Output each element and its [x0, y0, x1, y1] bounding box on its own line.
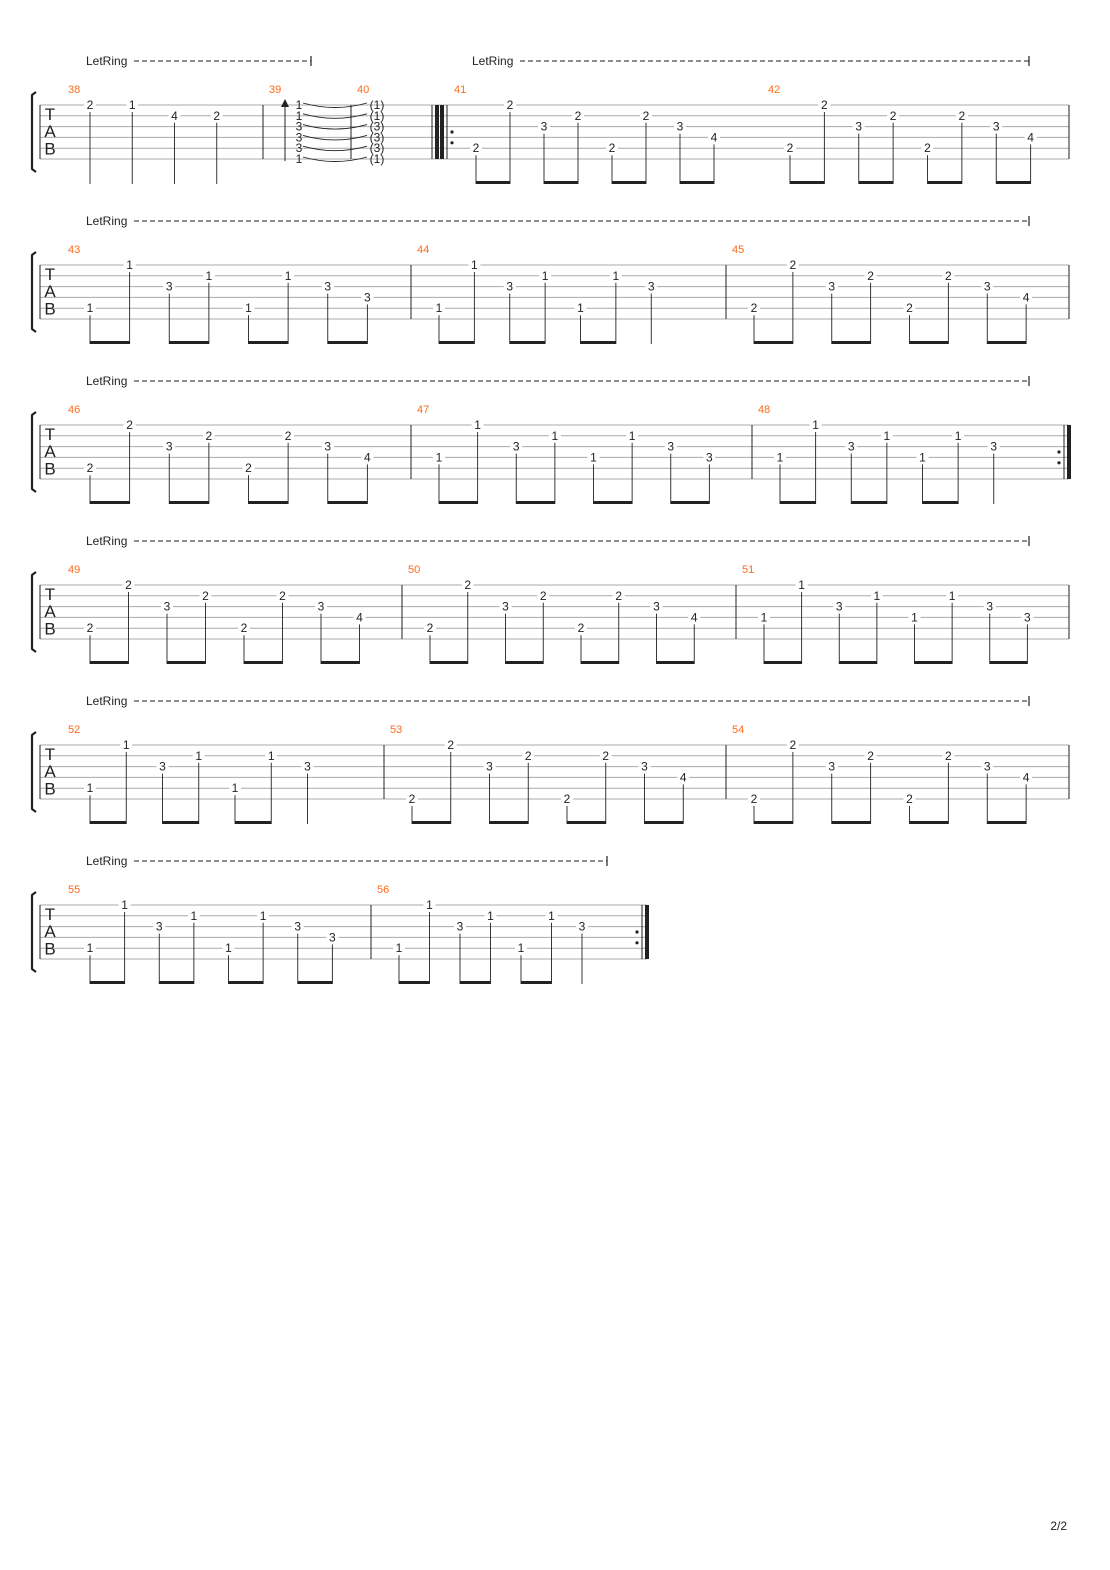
letring-label: LetRing: [86, 694, 128, 708]
fret-number: 1: [86, 301, 94, 316]
system-bracket: [32, 572, 36, 652]
tab-clef-letter: B: [44, 779, 56, 799]
fret-number: 1: [231, 781, 239, 796]
fret-number: 3: [983, 279, 991, 294]
chord-fret-number: (3): [369, 119, 385, 134]
measure: [742, 564, 1069, 664]
fret-number: 1: [577, 301, 584, 316]
beam: [169, 501, 209, 504]
beam: [987, 821, 1026, 824]
fret-number: 4: [1022, 290, 1030, 305]
fret-number: 3: [324, 279, 332, 294]
chord-fret-number: (3): [369, 141, 385, 156]
fret-number: 1: [873, 588, 881, 603]
beam: [439, 501, 478, 504]
beam: [235, 821, 271, 824]
system-bracket: [32, 732, 36, 812]
chord-fret-number: (3): [369, 130, 385, 145]
beam: [581, 341, 616, 344]
system-bracket: [32, 892, 36, 972]
letring-label: LetRing: [86, 854, 128, 868]
beam: [832, 821, 871, 824]
beam: [244, 661, 283, 664]
measure: [68, 244, 411, 344]
letring-label: LetRing: [86, 214, 128, 228]
tab-clef-letter: B: [44, 459, 56, 479]
fret-number: 2: [426, 621, 434, 636]
fret-number: 2: [789, 738, 797, 752]
beam: [506, 661, 544, 664]
beam: [657, 661, 695, 664]
beam: [594, 501, 633, 504]
fret-number: 1: [487, 908, 494, 923]
beam: [510, 341, 545, 344]
strum-up-arrow-icon: [281, 99, 289, 107]
fret-number: 2: [524, 748, 532, 763]
fret-number: 3: [155, 919, 163, 934]
fret-number: 1: [628, 428, 636, 443]
fret-number: 2: [750, 792, 758, 806]
fret-number: 1: [760, 610, 768, 625]
fret-number: 2: [447, 738, 455, 752]
fret-number: 3: [847, 439, 855, 454]
measure-number: 49: [68, 564, 81, 576]
page-number: 2/2: [1050, 1519, 1067, 1533]
fret-number: 3: [364, 290, 371, 305]
tab-clef-letter: T: [44, 425, 56, 444]
beam: [567, 821, 606, 824]
tab-clef-letter: A: [44, 602, 56, 622]
fret-number: 2: [867, 268, 874, 283]
beam: [754, 341, 793, 344]
fret-number: 3: [294, 919, 302, 934]
beam: [249, 501, 289, 504]
beam: [790, 181, 824, 184]
measure: [68, 564, 402, 664]
beam: [987, 341, 1026, 344]
fret-number: 3: [324, 439, 332, 454]
beam: [169, 341, 209, 344]
beam: [859, 181, 893, 184]
repeat-dot: [450, 141, 453, 144]
letring-label: LetRing: [86, 534, 128, 548]
fret-number: 4: [1027, 130, 1034, 145]
fret-number: 2: [506, 98, 514, 112]
tab-clef-letter: B: [44, 619, 56, 639]
fret-number: 3: [540, 119, 548, 134]
beam: [516, 501, 555, 504]
beam: [90, 501, 130, 504]
fret-number: 1: [205, 268, 213, 283]
chord-fret-number: 3: [295, 119, 303, 134]
fret-number: 1: [435, 450, 443, 465]
measure-number: 51: [742, 564, 755, 576]
fret-number: 2: [608, 141, 616, 156]
tab-system: [32, 534, 1069, 664]
fret-number: 1: [267, 748, 275, 763]
fret-number: 3: [667, 439, 675, 454]
fret-number: 2: [464, 578, 472, 592]
beam: [990, 661, 1028, 664]
measure-number: 45: [732, 244, 745, 256]
letring-label: LetRing: [472, 54, 514, 68]
fret-number: 1: [245, 301, 252, 316]
fret-number: 1: [474, 418, 481, 432]
fret-number: 3: [304, 759, 311, 774]
beam: [915, 661, 953, 664]
fret-number: 4: [690, 610, 698, 625]
measure-number: 40: [357, 84, 370, 96]
beam: [163, 821, 199, 824]
beam: [328, 501, 368, 504]
tab-system: [32, 854, 649, 984]
measure: [269, 84, 351, 166]
measure-number: 48: [758, 404, 771, 416]
chord-fret-number: 1: [295, 98, 303, 112]
chord-fret-number: 1: [295, 108, 303, 123]
beam: [910, 821, 949, 824]
fret-number: 1: [128, 98, 136, 112]
repeat-dot: [635, 930, 638, 933]
beam: [832, 341, 871, 344]
fret-number: 3: [165, 439, 173, 454]
beam: [923, 501, 959, 504]
fret-number: 2: [786, 141, 794, 156]
fret-number: 1: [798, 578, 805, 592]
fret-number: 3: [165, 279, 173, 294]
beam: [90, 341, 130, 344]
fret-number: 2: [642, 108, 650, 123]
fret-number: 1: [548, 908, 555, 923]
fret-number: 2: [245, 461, 252, 476]
fret-number: 4: [364, 450, 371, 465]
fret-number: 4: [679, 770, 687, 785]
beam: [476, 181, 510, 184]
chord-fret-number: (1): [369, 152, 385, 166]
barline-thick: [435, 105, 439, 159]
fret-number: 2: [202, 588, 209, 603]
fret-number: 3: [163, 599, 171, 614]
beam: [839, 661, 877, 664]
beam: [754, 821, 793, 824]
fret-number: 1: [122, 738, 130, 752]
fret-number: 1: [435, 301, 443, 316]
measure: [408, 564, 736, 664]
fret-number: 3: [986, 599, 994, 614]
chord-fret-number: (1): [369, 98, 385, 112]
tab-system: [32, 374, 1071, 504]
measure-number: 47: [417, 404, 430, 416]
fret-number: 2: [615, 588, 623, 603]
fret-number: 1: [86, 941, 94, 956]
measure: [417, 244, 726, 344]
measure-number: 54: [732, 724, 745, 736]
fret-number: 3: [1024, 610, 1031, 625]
chord-fret-number: (1): [369, 108, 385, 123]
fret-number: 1: [776, 450, 784, 465]
fret-number: 1: [225, 941, 232, 956]
barline-thick: [1067, 425, 1071, 479]
chord-fret-number: 3: [295, 141, 303, 156]
tab-system: [32, 214, 1069, 344]
measure-number: 42: [768, 84, 781, 96]
fret-number: 2: [408, 792, 416, 806]
fret-number: 3: [456, 919, 464, 934]
fret-number: 3: [676, 119, 684, 134]
fret-number: 3: [835, 599, 843, 614]
fret-number: 1: [919, 450, 926, 465]
tab-clef-letter: T: [44, 905, 56, 924]
measure: [732, 244, 1069, 344]
fret-number: 1: [517, 941, 525, 956]
beam: [90, 821, 126, 824]
fret-number: 2: [279, 588, 286, 603]
beam: [780, 501, 816, 504]
fret-number: 1: [195, 748, 203, 763]
tab-clef-letter: T: [44, 585, 56, 604]
beam: [321, 661, 360, 664]
fret-number: 3: [828, 279, 836, 294]
tab-clef-letter: A: [44, 442, 56, 462]
repeat-dot: [635, 941, 638, 944]
fret-number: 1: [590, 450, 597, 465]
fret-number: 3: [578, 919, 586, 934]
measure-number: 46: [68, 404, 81, 416]
fret-number: 2: [867, 748, 874, 763]
beam: [851, 501, 887, 504]
measure: [768, 84, 1069, 184]
beam: [928, 181, 962, 184]
fret-number: 4: [171, 108, 178, 123]
fret-number: 2: [472, 141, 480, 156]
tab-clef-letter: A: [44, 122, 56, 142]
measure: [440, 84, 720, 184]
fret-number: 3: [983, 759, 991, 774]
fret-number: 2: [284, 428, 292, 443]
fret-number: 4: [1022, 770, 1030, 785]
chord-fret-number: 1: [295, 152, 303, 166]
tab-clef-letter: B: [44, 299, 56, 319]
repeat-dot: [450, 130, 453, 133]
beam: [581, 661, 619, 664]
measure: [732, 724, 1069, 824]
system-bracket: [32, 412, 36, 492]
beam: [671, 501, 710, 504]
measure: [68, 404, 411, 504]
fret-number: 2: [86, 98, 94, 112]
fret-number: 2: [958, 108, 966, 123]
fret-number: 2: [750, 301, 758, 316]
beam: [544, 181, 578, 184]
fret-number: 1: [121, 898, 128, 912]
fret-number: 2: [213, 108, 221, 123]
beam: [490, 821, 529, 824]
letring-label: LetRing: [86, 54, 128, 68]
beam: [612, 181, 646, 184]
fret-number: 4: [710, 130, 718, 145]
fret-number: 2: [240, 621, 248, 636]
repeat-thick-bar: [440, 105, 444, 159]
beam: [249, 341, 289, 344]
beam: [412, 821, 451, 824]
fret-number: 2: [86, 461, 94, 476]
beam: [910, 341, 949, 344]
measure: [390, 724, 726, 824]
fret-number: 3: [990, 439, 998, 454]
tab-clef-letter: A: [44, 282, 56, 302]
fret-number: 3: [317, 599, 325, 614]
fret-number: 1: [395, 941, 403, 956]
system-bracket: [32, 252, 36, 332]
beam: [229, 981, 264, 984]
fret-number: 1: [284, 268, 292, 283]
repeat-dot: [1057, 450, 1060, 453]
fret-number: 3: [329, 930, 336, 945]
tab-clef-letter: A: [44, 922, 56, 942]
fret-number: 1: [812, 418, 819, 432]
fret-number: 1: [948, 588, 956, 603]
measure-number: 52: [68, 724, 81, 736]
tab-clef-letter: B: [44, 939, 56, 959]
fret-number: 1: [911, 610, 918, 625]
measure-number: 38: [68, 84, 81, 96]
beam: [645, 821, 684, 824]
beam: [90, 981, 125, 984]
fret-number: 1: [541, 268, 549, 283]
fret-number: 1: [471, 258, 478, 272]
tab-clef-letter: T: [44, 745, 56, 764]
measure: [68, 84, 263, 184]
fret-number: 2: [126, 418, 133, 432]
measure: [758, 404, 1071, 504]
tab-clef-letter: A: [44, 762, 56, 782]
fret-number: 2: [602, 748, 610, 763]
beam: [298, 981, 333, 984]
tab-system: [32, 54, 1069, 184]
measure-number: 50: [408, 564, 421, 576]
fret-number: 1: [426, 898, 433, 912]
fret-number: 4: [356, 610, 363, 625]
beam: [430, 661, 468, 664]
beam: [521, 981, 552, 984]
fret-number: 3: [641, 759, 648, 774]
measure-number: 55: [68, 884, 81, 896]
fret-number: 3: [653, 599, 660, 614]
fret-number: 2: [574, 108, 582, 123]
measure-number: 39: [269, 84, 282, 96]
fret-number: 2: [125, 578, 132, 592]
beam: [996, 181, 1030, 184]
measure-number: 43: [68, 244, 81, 256]
fret-number: 3: [159, 759, 166, 774]
fret-number: 2: [577, 621, 585, 636]
beam: [680, 181, 714, 184]
beam: [460, 981, 491, 984]
measure-number: 56: [377, 884, 390, 896]
fret-number: 3: [486, 759, 493, 774]
tab-system: [32, 694, 1069, 824]
fret-number: 2: [789, 258, 797, 272]
fret-number: 1: [954, 428, 962, 443]
measure-number: 53: [390, 724, 403, 736]
measure: [68, 884, 371, 984]
measure: [417, 404, 752, 504]
fret-number: 2: [945, 748, 952, 763]
measure: [68, 724, 384, 824]
fret-number: 3: [706, 450, 713, 465]
beam: [399, 981, 430, 984]
chord-fret-number: 3: [295, 130, 303, 145]
fret-number: 2: [945, 268, 952, 283]
measure: [377, 884, 649, 984]
fret-number: 3: [512, 439, 520, 454]
beam: [90, 661, 129, 664]
beam: [167, 661, 206, 664]
fret-number: 2: [924, 141, 931, 156]
beam: [764, 661, 802, 664]
fret-number: 2: [889, 108, 897, 123]
fret-number: 3: [855, 119, 863, 134]
fret-number: 1: [259, 908, 267, 923]
fret-number: 2: [906, 301, 913, 316]
fret-number: 2: [821, 98, 828, 112]
fret-number: 1: [190, 908, 198, 923]
fret-number: 3: [506, 279, 514, 294]
letring-label: LetRing: [86, 374, 128, 388]
fret-number: 1: [612, 268, 620, 283]
fret-number: 3: [828, 759, 836, 774]
fret-number: 1: [883, 428, 891, 443]
repeat-dot: [1057, 461, 1060, 464]
system-bracket: [32, 92, 36, 172]
fret-number: 2: [539, 588, 547, 603]
fret-number: 1: [86, 781, 94, 796]
fret-number: 3: [992, 119, 1000, 134]
measure-number: 44: [417, 244, 430, 256]
beam: [159, 981, 194, 984]
barline-thick: [645, 905, 649, 959]
fret-number: 3: [647, 279, 655, 294]
beam: [328, 341, 368, 344]
fret-number: 3: [502, 599, 509, 614]
tab-clef-letter: T: [44, 265, 56, 284]
fret-number: 2: [205, 428, 213, 443]
fret-number: 1: [126, 258, 133, 272]
fret-number: 2: [563, 792, 571, 806]
fret-number: 1: [551, 428, 559, 443]
tab-clef-letter: T: [44, 105, 56, 124]
measure: [303, 84, 439, 166]
measure-number: 41: [454, 84, 467, 96]
beam: [439, 341, 474, 344]
tab-clef-letter: B: [44, 139, 56, 159]
fret-number: 2: [906, 792, 913, 806]
fret-number: 2: [86, 621, 94, 636]
